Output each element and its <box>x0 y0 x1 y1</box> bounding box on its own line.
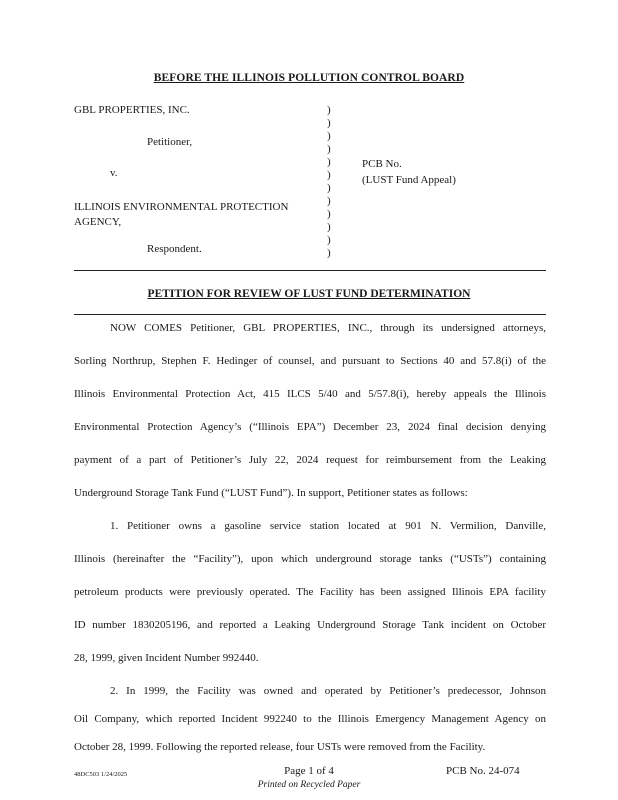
body-line: Environmental Protection Agency’s (“Illinois EPA”) December 23, 2024 final decision denying <box>74 421 546 433</box>
petitioner-name: GBL PROPERTIES, INC. <box>74 104 190 116</box>
page-number: Page 1 of 4 <box>284 765 334 777</box>
top-divider <box>74 270 546 271</box>
body-line: Underground Storage Tank Fund (“LUST Fund”). In support, Petitioner states as follows: <box>74 487 468 499</box>
caption-paren: ) <box>327 169 331 181</box>
caption-paren: ) <box>327 195 331 207</box>
body-line: payment of a part of Petitioner’s July 22, 2024 request for reimbursement from the Leaking <box>74 454 546 466</box>
caption-paren: ) <box>327 117 331 129</box>
bottom-divider <box>74 314 546 315</box>
caption-paren: ) <box>327 104 331 116</box>
body-line: NOW COMES Petitioner, GBL PROPERTIES, INC., through its undersigned attorneys, <box>110 322 546 334</box>
respondent-name-line2: AGENCY, <box>74 216 122 228</box>
body-line: October 28, 1999. Following the reported release, four USTs were removed from the Facility. <box>74 741 486 753</box>
caption-paren: ) <box>327 143 331 155</box>
court-title: BEFORE THE ILLINOIS POLLUTION CONTROL BOARD <box>153 72 465 84</box>
case-number-label: PCB No. <box>362 158 402 170</box>
caption-paren: ) <box>327 182 331 194</box>
document-code: 48DC503 1/24/2025 <box>74 771 128 778</box>
body-line: petroleum products were previously operated. The Facility has been assigned Illinois EPA facility <box>74 586 546 598</box>
respondent-name-line1: ILLINOIS ENVIRONMENTAL PROTECTION <box>74 201 289 213</box>
body-line: Illinois (hereinafter the “Facility”), upon which underground storage tanks (“USTs”) containing <box>74 553 546 565</box>
versus-label: v. <box>110 167 118 179</box>
section-title: PETITION FOR REVIEW OF LUST FUND DETERMINATION <box>147 288 471 300</box>
body-line: Sorling Northrup, Stephen F. Hedinger of counsel, and pursuant to Sections 40 and 57.8(i) of the <box>74 355 546 367</box>
recycled-paper-note: Printed on Recycled Paper <box>257 780 361 790</box>
body-line: Oil Company, which reported Incident 992240 to the Illinois Emergency Management Agency on <box>74 713 546 725</box>
case-type-label: (LUST Fund Appeal) <box>362 174 456 186</box>
body-line: 1. Petitioner owns a gasoline service station located at 901 N. Vermilion, Danville, <box>110 520 546 532</box>
caption-paren: ) <box>327 156 331 168</box>
body-line: ID number 1830205196, and reported a Leaking Underground Storage Tank incident on October <box>74 619 546 631</box>
pcb-number: PCB No. 24-074 <box>446 765 520 777</box>
body-line: 28, 1999, given Incident Number 992440. <box>74 652 259 664</box>
respondent-role: Respondent. <box>147 243 202 255</box>
caption-paren: ) <box>327 208 331 220</box>
body-line: Illinois Environmental Protection Act, 415 ILCS 5/40 and 5/57.8(i), hereby appeals the Illinois <box>74 388 546 400</box>
caption-paren: ) <box>327 247 331 259</box>
caption-paren: ) <box>327 130 331 142</box>
petitioner-role: Petitioner, <box>147 136 193 148</box>
caption-paren: ) <box>327 221 331 233</box>
body-line: 2. In 1999, the Facility was owned and operated by Petitioner’s predecessor, Johnson <box>110 685 546 697</box>
caption-paren: ) <box>327 234 331 246</box>
